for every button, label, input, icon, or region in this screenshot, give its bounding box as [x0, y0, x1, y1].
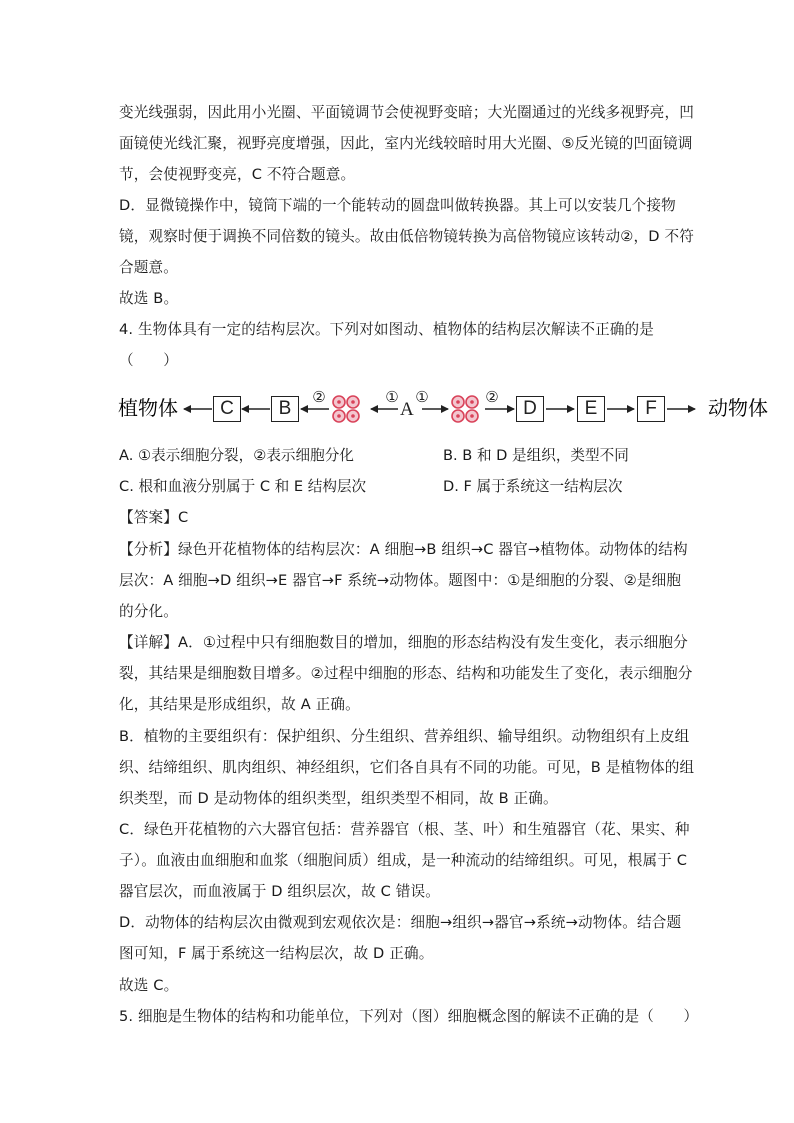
- level-box-f: F: [637, 396, 665, 422]
- text-line: D．显微镜操作中，镜筒下端的一个能转动的圆盘叫做转换器。其上可以安装几个接物: [119, 197, 676, 214]
- option-c: C. 根和血液分别属于 C 和 E 结构层次: [119, 478, 367, 495]
- question-5-stem: 5. 细胞是生物体的结构和功能单位，下列对（图）细胞概念图的解读不正确的是（ ）: [119, 1008, 699, 1025]
- level-box-d: D: [516, 396, 544, 422]
- cell-label-a: A: [400, 399, 414, 420]
- detail-line: 化，其结果是形成组织，故 A 正确。: [119, 696, 360, 713]
- option-a: A. ①表示细胞分裂，②表示细胞分化: [119, 447, 354, 464]
- cell-cluster-icon: [333, 396, 359, 422]
- analysis-line: 层次：A 细胞→D 组织→E 器官→F 系统→动物体。题图中：①是细胞的分裂、②是细胞: [119, 572, 682, 589]
- analysis-line: 【分析】绿色开花植物体的结构层次：A 细胞→B 组织→C 器官→植物体。动物体的结构: [119, 541, 688, 558]
- detail-line: 故选 C。: [119, 977, 179, 994]
- detail-line: 图可知，F 属于系统这一结构层次，故 D 正确。: [119, 945, 434, 962]
- option-d: D. F 属于系统这一结构层次: [443, 478, 623, 495]
- question-4-blank: （ ）: [119, 352, 178, 369]
- animal-body-label: 动物体: [708, 396, 768, 420]
- cell-cluster-icon: [452, 396, 478, 422]
- option-b: B. B 和 D 是组织，类型不同: [443, 447, 629, 464]
- question-4-stem: 4. 生物体具有一定的结构层次。下列对如图动、植物体的结构层次解读不正确的是: [119, 321, 655, 338]
- process-marker-1: ①: [385, 388, 399, 406]
- text-line: 面镜使光线汇聚，视野亮度增强，因此，室内光线较暗时用大光圈、⑤反光镜的凹面镜调: [119, 135, 693, 152]
- detail-line: B．植物的主要组织有：保护组织、分生组织、营养组织、输导组织。动物组织有上皮组: [119, 728, 690, 745]
- plant-body-label: 植物体: [118, 396, 178, 420]
- detail-line: 织类型，而 D 是动物体的组织类型，组织类型不相同，故 B 正确。: [119, 790, 558, 807]
- detail-line: C．绿色开花植物的六大器官包括：营养器官（根、茎、叶）和生殖器官（花、果实、种: [119, 821, 690, 838]
- detail-line: 织、结缔组织、肌肉组织、神经组织，它们各自具有不同的功能。可见，B 是植物体的组: [119, 759, 695, 776]
- detail-line: 裂，其结果是细胞数目增多。②过程中细胞的形态、结构和功能发生了变化，表示细胞分: [119, 665, 693, 682]
- text-line: 合题意。: [119, 259, 178, 276]
- level-box-c: C: [213, 396, 241, 422]
- process-marker-1: ①: [415, 388, 429, 406]
- text-line: 故选 B。: [119, 290, 179, 307]
- analysis-line: 的分化。: [119, 603, 178, 620]
- structure-levels-diagram: [118, 388, 768, 434]
- detail-line: D．动物体的结构层次由微观到宏观依次是：细胞→组织→器官→系统→动物体。结合题: [119, 914, 682, 931]
- process-marker-2: ②: [485, 388, 499, 406]
- level-box-e: E: [577, 396, 605, 422]
- text-line: 变光线强弱，因此用小光圈、平面镜调节会使视野变暗；大光圈通过的光线多视野亮，凹: [119, 104, 695, 121]
- detail-line: 器官层次，而血液属于 D 组织层次，故 C 错误。: [119, 883, 441, 900]
- text-line: 节，会使视野变亮，C 不符合题意。: [119, 166, 356, 183]
- detail-line: 【详解】A．①过程中只有细胞数目的增加，细胞的形态结构没有发生变化，表示细胞分: [119, 634, 688, 651]
- text-line: 镜，观察时便于调换不同倍数的镜头。故由低倍物镜转换为高倍物镜应该转动②，D 不符: [119, 228, 694, 245]
- process-marker-2: ②: [312, 388, 326, 406]
- detail-line: 子）。血液由血细胞和血浆（细胞间质）组成，是一种流动的结缔组织。可见，根属于 C: [119, 852, 688, 869]
- level-box-b: B: [271, 396, 299, 422]
- answer: 【答案】C: [119, 509, 189, 526]
